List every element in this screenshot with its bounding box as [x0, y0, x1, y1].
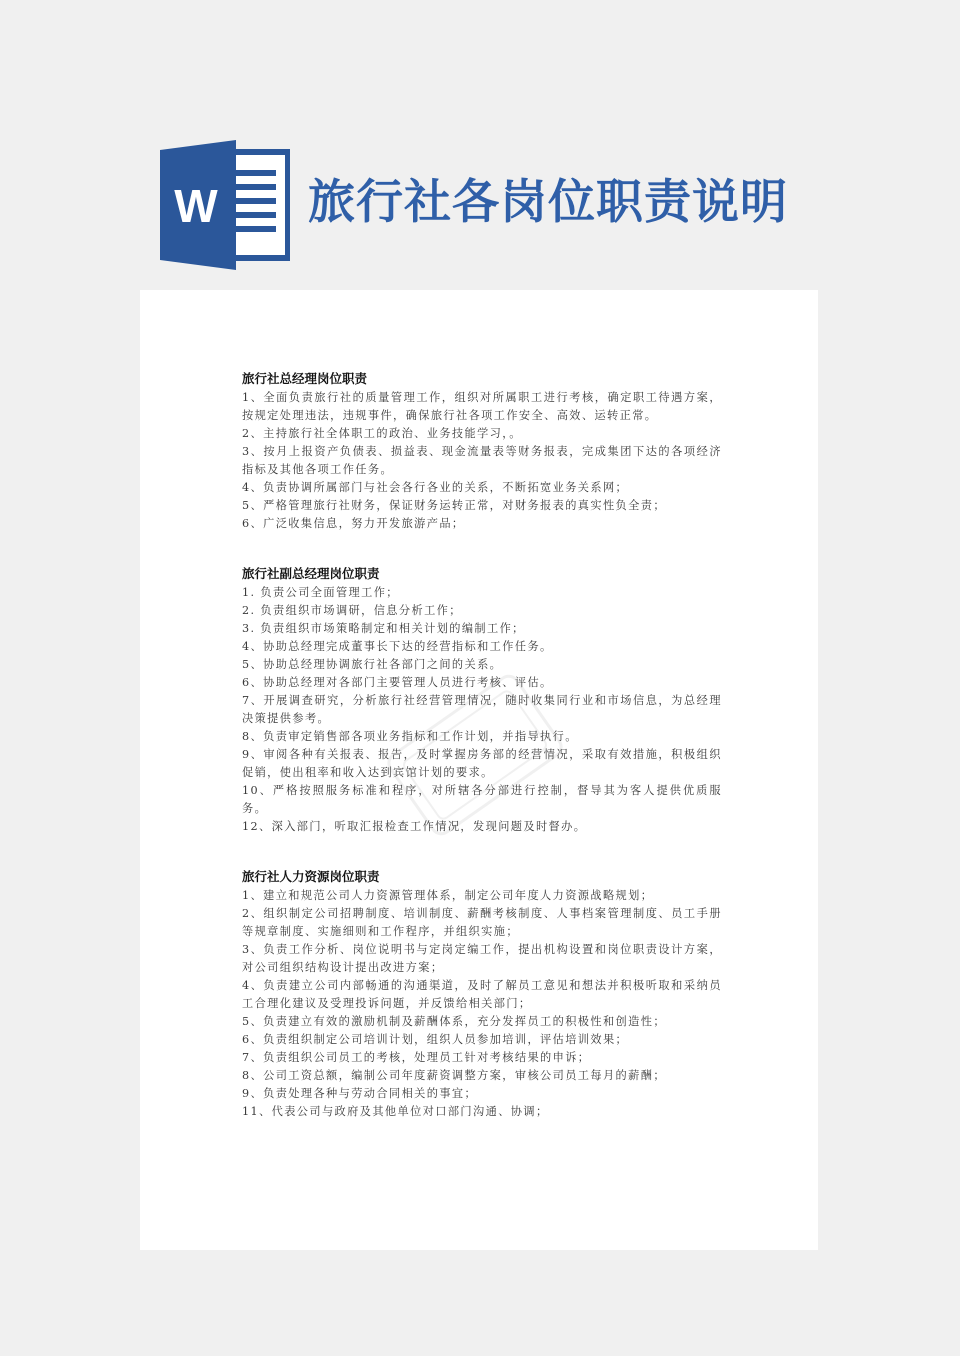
- duty-item: 8、公司工资总额，编制公司年度薪资调整方案，审核公司员工每月的薪酬；: [242, 1069, 666, 1082]
- section-heading: 旅行社副总经理岗位职责: [242, 566, 380, 581]
- logo-letter: W: [174, 180, 218, 232]
- duty-item: 3、按月上报资产负债表、损益表、现金流量表等财务报表，完成集团下达的各项经济指标及其他各项工作任务。: [242, 445, 722, 476]
- duty-item: 7、负责组织公司员工的考核，处理员工针对考核结果的申诉；: [242, 1051, 591, 1064]
- duty-item: 4、负责协调所属部门与社会各行各业的关系，不断拓宽业务关系网；: [242, 481, 629, 494]
- word-document-icon: [160, 140, 290, 270]
- document-page: [140, 290, 818, 1250]
- duty-item: 3. 负责组织市场策略制定和相关计划的编制工作；: [242, 622, 525, 635]
- duty-item: 5、负责建立有效的激励机制及薪酬体系，充分发挥员工的积极性和创造性；: [242, 1015, 666, 1028]
- duty-item: 2、主持旅行社全体职工的政治、业务技能学习，。: [242, 427, 522, 440]
- duty-item: 6、协助总经理对各部门主要管理人员进行考核、评估。: [242, 676, 553, 689]
- duty-item: 12、深入部门，听取汇报检查工作情况，发现问题及时督办。: [242, 820, 587, 833]
- document-title: 旅行社各岗位职责说明: [308, 175, 788, 230]
- duty-item: 1、建立和规范公司人力资源管理体系，制定公司年度人力资源战略规划；: [242, 889, 654, 902]
- duty-item: 2、组织制定公司招聘制度、培训制度、薪酬考核制度、人事档案管理制度、员工手册等规章制度、实施细则和工作程序，并组织实施；: [242, 907, 722, 938]
- section-heading: 旅行社人力资源岗位职责: [242, 869, 380, 884]
- duty-item: 11、代表公司与政府及其他单位对口部门沟通、协调；: [242, 1105, 549, 1118]
- document-body: [242, 370, 722, 1153]
- duty-item: 8、负责审定销售部各项业务指标和工作计划，并指导执行。: [242, 730, 578, 743]
- section-general-manager: [242, 370, 722, 533]
- section-deputy-general-manager: [242, 565, 722, 836]
- duty-item: 9、审阅各种有关报表、报告，及时掌握房务部的经营情况，采取有效措施，积极组织促销，使出租率和收入达到宾馆计划的要求。: [242, 748, 722, 779]
- duty-item: 7、开展调查研究，分析旅行社经营管理情况，随时收集同行业和市场信息，为总经理决策提供参考。: [242, 694, 722, 725]
- duty-item: 9、负责处理各种与劳动合同相关的事宜；: [242, 1087, 478, 1100]
- duty-item: 1. 负责公司全面管理工作；: [242, 586, 399, 599]
- duty-item: 4、负责建立公司内部畅通的沟通渠道，及时了解员工意见和想法并积极听取和采纳员工合理化建议及受理投诉问题，并反馈给相关部门；: [242, 979, 722, 1010]
- duty-item: 2. 负责组织市场调研，信息分析工作；: [242, 604, 462, 617]
- duty-item: 5、协助总经理协调旅行社各部门之间的关系。: [242, 658, 503, 671]
- duty-item: 10、严格按照服务标准和程序，对所辖各分部进行控制，督导其为客人提供优质服务。: [242, 784, 722, 815]
- duty-item: 1、全面负责旅行社的质量管理工作，组织对所属职工进行考核，确定职工待遇方案，按规定处理违法，违规事件，确保旅行社各项工作安全、高效、运转正常。: [242, 391, 722, 422]
- duty-item: 3、负责工作分析、岗位说明书与定岗定编工作，提出机构设置和岗位职责设计方案，对公司组织结构设计提出改进方案；: [242, 943, 722, 974]
- section-human-resources: [242, 868, 722, 1121]
- duty-item: 5、严格管理旅行社财务，保证财务运转正常，对财务报表的真实性负全责；: [242, 499, 666, 512]
- header: [0, 0, 960, 290]
- duty-item: 4、协助总经理完成董事长下达的经营指标和工作任务。: [242, 640, 553, 653]
- duty-item: 6、负责组织制定公司培训计划，组织人员参加培训，评估培训效果；: [242, 1033, 629, 1046]
- section-heading: 旅行社总经理岗位职责: [242, 371, 368, 386]
- duty-item: 6、广泛收集信息，努力开发旅游产品；: [242, 517, 465, 530]
